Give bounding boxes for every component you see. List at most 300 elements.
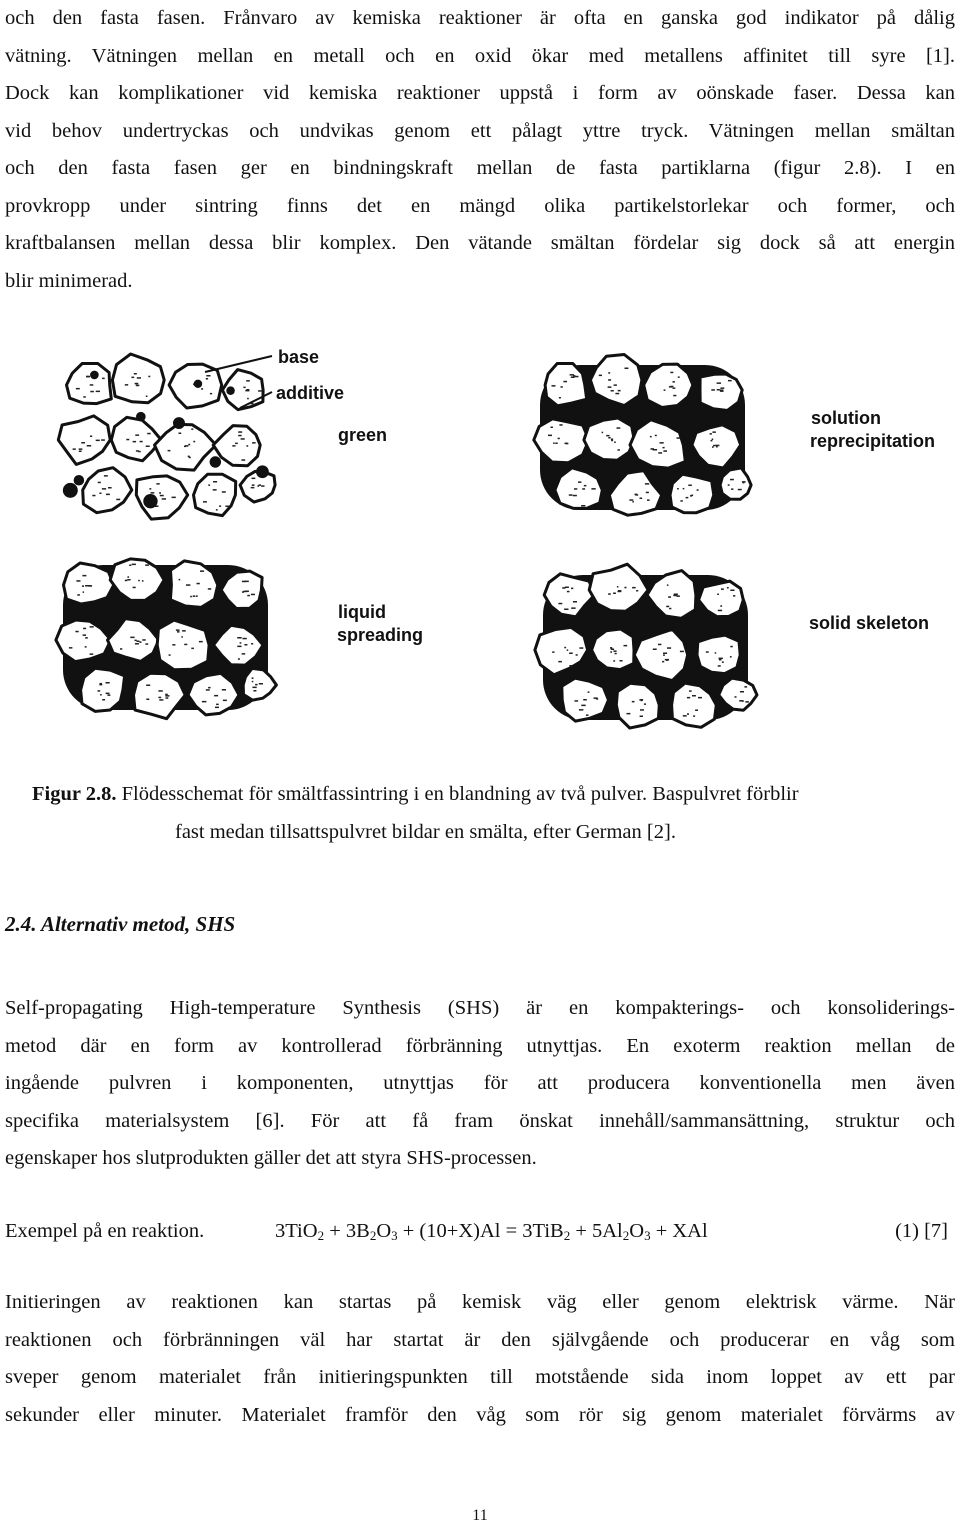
particle-texture [608,372,610,374]
particle-texture [106,494,110,496]
particle-texture [706,651,709,653]
particle-texture [562,587,565,589]
particle-texture [728,380,732,382]
particle-texture [688,485,692,487]
particle-texture [206,378,208,380]
particle-texture [146,685,150,687]
particle-texture [172,644,175,646]
particle-texture [712,446,714,448]
particle-texture [176,629,180,631]
intro-line: vid behov undertryckas och undvikas genom ett pålagt yttre tryck. Vätningen mellan smältan [5,119,955,142]
particle-texture [146,699,149,701]
particle-texture [624,587,626,589]
label-base: base [278,347,320,367]
particle-texture [252,478,256,480]
particle-texture [253,690,256,692]
particle-texture [225,506,229,508]
particle-texture [162,498,166,500]
particle-texture [728,484,730,486]
particle-texture [599,375,602,377]
intro-line: Dock kan komplikationer vid kemiska reaktioner uppstå i form av oönskade faser. Dessa kan [5,82,955,104]
particle-texture [142,580,144,582]
particle-texture [571,607,575,609]
particle-texture [651,448,655,450]
particle-texture [138,580,140,582]
particle-texture [160,495,164,497]
particle [697,635,740,673]
particle-texture [668,596,671,598]
particle-texture [566,443,569,445]
particle-texture [245,591,249,593]
particle-texture [158,697,161,699]
particle-texture [727,587,729,589]
particle-texture [98,690,101,692]
particle-texture [569,494,573,496]
particle-texture [615,653,617,655]
particle-texture [608,379,611,381]
particle-texture [719,659,722,661]
particle-texture [677,437,680,439]
additive-particle [194,380,202,388]
particle-texture [563,381,567,383]
particle-texture [617,586,619,588]
particle-texture [718,610,722,612]
particle-texture [730,479,734,481]
particle-texture [90,653,94,655]
particle [670,474,714,513]
particle-texture [251,487,255,489]
particle-texture [127,576,129,578]
particle-texture [640,716,643,718]
particle-texture [79,448,83,450]
particle-texture [735,696,737,698]
particle-texture [159,492,161,494]
label-spreading: spreading [337,625,424,645]
caption-label: Figur 2.8. [32,783,117,805]
shs-line: specifika materialsystem [6]. För att få fram önskat innehåll/sammansättning, struktur och [5,1109,955,1132]
particle-texture [102,488,106,490]
particle-texture [252,677,254,679]
additive-particle [143,494,157,508]
particle-texture [743,482,745,484]
particle-texture [744,686,747,688]
particle-texture [730,646,733,648]
particle-texture [135,643,139,645]
shs-paragraph [5,990,955,1178]
particle-texture [156,483,159,485]
particle-texture [569,653,573,655]
particle-texture [76,580,80,582]
particle-texture [710,433,712,435]
particle-texture [573,495,577,497]
particle-texture [86,376,89,378]
particle-texture [245,390,249,392]
particle-texture [636,590,638,592]
particle-texture [158,690,162,692]
particle-texture [720,389,724,391]
particle-texture [215,707,219,709]
particle [67,364,112,404]
particle-texture [107,694,110,696]
particle-texture [584,485,587,487]
particle-texture [692,695,696,697]
particle-texture [142,639,145,641]
particle-texture [720,387,724,389]
particle-texture [216,509,218,511]
particle-texture [611,440,613,442]
particle-texture [632,587,636,589]
particle-texture [644,703,646,705]
particle-texture [129,565,131,567]
shs-line: ingående pulvren i komponenten, utnyttjas för att producera konventionella men även [5,1072,955,1094]
additive-particle [136,412,146,422]
particle-texture [627,713,631,715]
particle-texture [687,713,689,715]
particle-texture [81,442,85,444]
particle-texture [202,701,207,703]
particle-texture [666,606,669,608]
particle-texture [689,690,692,692]
particle-texture [717,389,720,391]
particle-texture [200,570,204,572]
particle-texture [242,653,246,655]
particle-texture [608,386,612,388]
particle-texture [104,475,108,477]
particle [136,476,187,519]
label-green: green [338,425,388,445]
particle-texture [165,694,168,696]
particle-texture [658,644,661,646]
particle-texture [197,583,200,585]
particle-texture [208,588,211,590]
particle-texture [716,446,718,448]
particle-texture [559,424,562,426]
particle [155,424,217,470]
particle-texture [169,654,171,656]
particle-texture [258,390,261,392]
particle-texture [140,441,143,443]
particle-texture [618,449,620,451]
particle-texture [201,388,203,390]
particle-texture [193,441,195,443]
shs-line: egenskaper hos slutprodukten gäller det att styra SHS-processen. [5,1147,537,1169]
particle-texture [137,641,140,643]
particle-texture [558,438,560,440]
figure-caption [32,775,955,851]
page-number: 11 [472,1507,488,1524]
particle-texture [244,644,247,646]
particle-texture [73,448,76,450]
particle-texture [92,495,95,497]
particle-texture [203,501,207,503]
particle-texture [711,389,715,391]
caption-text-2: fast medan tillsattspulvret bildar en smälta, efter German [2]. [175,821,676,843]
additive-particle [63,483,78,498]
particle-texture [646,492,649,494]
particle-texture [617,427,621,429]
particle-texture [255,684,258,686]
particle-texture [69,647,73,649]
particle-texture [715,652,717,654]
particle-texture [677,488,679,490]
particle-texture [738,489,742,491]
particle-texture [576,654,578,656]
particle-texture [237,646,241,648]
particle-texture [620,660,623,662]
particle-texture [247,595,250,597]
particle-texture [243,387,245,389]
reaction-example [5,1220,955,1252]
particle-texture [669,608,671,610]
particle-texture [125,384,128,386]
particle-texture [658,452,662,454]
particle-texture [571,588,573,590]
additive-particle [210,456,221,467]
particle-texture [213,489,217,491]
particle-texture [624,645,628,647]
particle-texture [98,482,101,484]
particle-texture [148,376,150,378]
particle-texture [76,388,80,390]
particle-texture [691,495,693,497]
particle-texture [134,373,137,375]
particle-texture [618,591,622,593]
particle [616,683,659,728]
particle-texture [564,609,568,611]
additive-particle [90,371,99,380]
particle-texture [573,601,577,603]
particle-texture [683,488,685,490]
particle-texture [165,695,169,697]
particle-texture [259,683,263,685]
particle-texture [613,660,615,662]
particle-texture [745,701,749,703]
particle-texture [575,376,579,378]
particle-texture [85,637,88,639]
particle-texture [206,689,210,691]
particle-texture [721,588,724,590]
particle-texture [713,445,715,447]
label-additive: additive [276,383,345,403]
particle-texture [610,647,612,649]
particle [81,668,125,711]
particle-texture [640,709,644,711]
particle-texture [216,704,219,706]
particle-texture [135,383,138,385]
particle-texture [83,591,85,593]
particle-texture [611,649,614,651]
particle-texture [85,646,87,648]
particle-texture [145,564,149,566]
particle-texture [670,372,673,374]
particle-texture [680,651,684,653]
particle-texture [133,441,137,443]
particle-texture [663,653,667,655]
particle [545,364,587,406]
panel-solid-skeleton [535,564,757,728]
particle-texture [559,397,561,399]
particle-texture [145,643,148,645]
particle-texture [83,628,86,630]
panel-solution-reprecipitation [534,355,751,516]
init-line: sveper genom materialet från initieringspunkten till motstående sida inom loppet av ett par [5,1366,955,1388]
particle-texture [188,456,190,458]
section-heading: 2.4. Alternativ metod, SHS [5,912,236,936]
particle-texture [615,393,619,395]
particle-texture [687,697,690,699]
particle-texture [243,638,247,640]
particle-texture [610,651,612,653]
particle-texture [191,648,194,650]
particle-texture [240,642,242,644]
intro-paragraph [5,0,955,300]
particle-texture [102,378,105,380]
particle-texture [608,593,611,595]
particle-texture [575,700,579,702]
particle-texture [662,661,664,663]
particle-texture [252,681,254,683]
particle-texture [574,488,577,490]
particle-texture [96,391,100,393]
equation-reference: (1) [7] [895,1220,948,1242]
particle-texture [79,451,82,453]
particle-texture [683,715,687,717]
particle-texture [90,436,92,438]
particle-texture [569,665,572,667]
particle-texture [147,433,151,435]
particle-texture [188,444,190,446]
particle-texture [663,447,665,449]
particle [83,468,132,513]
panel-liquid-spreading [56,559,277,719]
particle-texture [159,699,163,701]
particle-texture [88,585,92,587]
particle-texture [720,605,722,607]
particle-texture [232,445,235,447]
particle-texture [579,709,584,711]
particle-texture [208,484,210,486]
particle-texture [582,488,585,490]
particle-texture [602,432,604,434]
particle-texture [126,439,129,441]
particle-texture [635,494,638,496]
particle-texture [567,649,569,651]
particle-texture [186,584,190,586]
particle-texture [548,435,552,437]
intro-line: blir minimerad. [5,269,133,292]
particle-texture [663,450,667,452]
particle-texture [583,699,587,701]
particle-texture [100,694,102,696]
particle-texture [136,450,139,452]
particle-texture [90,391,94,393]
particle-texture [96,440,100,442]
particle-texture [632,701,635,703]
particle-texture [733,595,735,597]
particle-texture [246,445,248,447]
particle-texture [722,661,724,663]
particle-texture [235,443,238,445]
particle-texture [608,437,610,439]
intro-line: och den fasta fasen ger en bindningskraft mellan de fasta partiklarna (figur 2.8). I en [5,157,955,179]
particle-texture [251,594,255,596]
particle-texture [558,603,562,605]
particle-texture [131,377,134,379]
particle-texture [591,488,595,490]
particle-texture [87,445,92,447]
particle-texture [555,443,557,445]
particle-texture [673,395,676,397]
particle-texture [184,446,186,448]
particle-texture [210,393,212,395]
particle-texture [149,488,151,490]
particle-texture [182,630,186,632]
particle-texture [698,697,702,699]
additive-particle [173,417,185,429]
particle-texture [151,492,155,494]
particle-texture [179,433,182,435]
particle-texture [664,389,666,391]
particle-texture [667,647,671,649]
particle-texture [83,634,87,636]
particle-texture [244,581,248,583]
particle-texture [146,446,150,448]
particle-texture [663,654,665,656]
particle-texture [132,564,136,566]
particle-texture [594,697,598,699]
particle-texture [177,631,180,633]
particle-texture [146,396,148,398]
particle-texture [581,705,585,707]
particle-texture [552,651,554,653]
particle-texture [667,584,669,586]
sintering-diagram [0,330,960,730]
particle-texture [206,375,210,377]
particle-texture [581,505,585,507]
particle-texture [686,497,689,499]
particle-texture [695,710,698,712]
particle-texture [208,687,211,689]
particle-texture [697,489,699,491]
particle-texture [213,481,217,483]
particle-texture [199,641,203,643]
particle-texture [614,442,616,444]
particle-texture [613,593,616,595]
particle [194,474,236,515]
particle-texture [166,697,169,699]
particle-texture [137,377,141,379]
label-liquid: liquid [338,602,386,622]
particle-texture [172,497,176,499]
particle-texture [677,595,680,597]
particle-texture [718,665,721,667]
particle-texture [711,440,713,442]
particle [700,374,742,411]
particle-texture [127,579,130,581]
particle-texture [252,442,256,444]
intro-line: vätning. Vätningen mellan en metall och en oxid ökar med metallens affinitet till syre [1]. [5,44,955,67]
particle-texture [214,695,218,697]
particle-texture [106,693,110,695]
particle-texture [106,682,110,684]
particle-texture [673,387,676,389]
particle-texture [101,439,105,441]
particle-texture [673,381,675,383]
particle-texture [586,714,589,716]
particle-texture [719,658,723,660]
particle-texture [116,499,120,501]
particle-texture [82,585,84,587]
